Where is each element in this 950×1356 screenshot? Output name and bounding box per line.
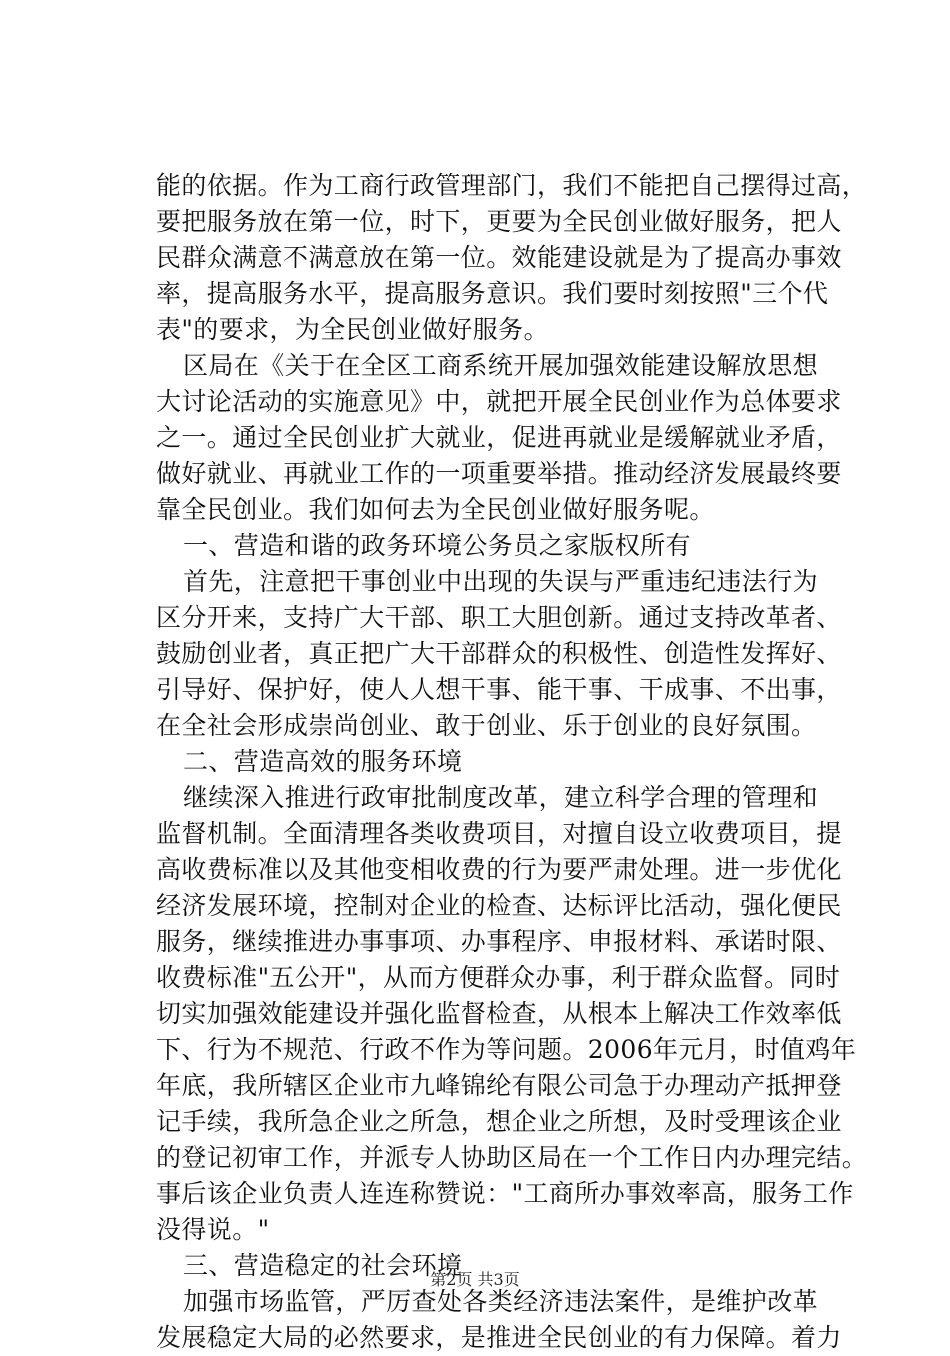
paragraph-start-line: 继续深入推进行政审批制度改革，建立科学合理的管理和 <box>183 783 819 812</box>
text-line: 靠全民创业。我们如何去为全民创业做好服务呢。 <box>156 495 715 524</box>
text-line: 能的依据。作为工商行政管理部门，我们不能把自己摆得过高， <box>156 171 868 200</box>
section-heading: 二、营造高效的服务环境 <box>183 747 463 776</box>
text-line: 在全社会形成崇尚创业、敢于创业、乐于创业的良好氛围。 <box>156 711 817 740</box>
text-line: 服务，继续推进办事事项、办事程序、申报材料、承诺时限、 <box>156 927 842 956</box>
text-line: 发展稳定大局的必然要求，是推进全民创业的有力保障。着力 <box>156 1323 842 1352</box>
paragraph-start-line: 首先，注意把干事创业中出现的失误与严重违纪违法行为 <box>183 567 819 596</box>
text-line: 之一。通过全民创业扩大就业，促进再就业是缓解就业矛盾， <box>156 423 842 452</box>
text-line: 要把服务放在第一位，时下，更要为全民创业做好服务，把人 <box>156 207 842 236</box>
page-number-footer: 第2页 共3页 <box>430 1270 520 1289</box>
text-line: 的登记初审工作，并派专人协助区局在一个工作日内办理完结。 <box>156 1143 868 1172</box>
text-line: 率，提高服务水平，提高服务意识。我们要时刻按照"三个代 <box>156 279 829 308</box>
text-line: 引导好、保护好，使人人想干事、能干事、干成事、不出事， <box>156 675 842 704</box>
text-line: 做好就业、再就业工作的一项重要举措。推动经济发展最终要 <box>156 459 842 488</box>
text-line: 事后该企业负责人连连称赞说："工商所办事效率高，服务工作 <box>156 1179 854 1208</box>
text-line: 监督机制。全面清理各类收费项目，对擅自设立收费项目，提 <box>156 819 842 848</box>
text-line: 大讨论活动的实施意见》中，就把开展全民创业作为总体要求 <box>156 387 842 416</box>
text-line: 高收费标准以及其他变相收费的行为要严肃处理。进一步优化 <box>156 855 842 884</box>
text-line: 民群众满意不满意放在第一位。效能建设就是为了提高办事效 <box>156 243 842 272</box>
text-line: 记手续，我所急企业之所急，想企业之所想，及时受理该企业 <box>156 1107 842 1136</box>
text-line: 表"的要求，为全民创业做好服务。 <box>156 315 549 344</box>
paragraph-start-line: 加强市场监管，严厉查处各类经济违法案件，是维护改革 <box>183 1287 819 1316</box>
text-line: 区分开来，支持广大干部、职工大胆创新。通过支持改革者、 <box>156 603 842 632</box>
paragraph-start-line: 区局在《关于在全区工商系统开展加强效能建设解放思想 <box>183 351 819 380</box>
text-line: 切实加强效能建设并强化监督检查，从根本上解决工作效率低 <box>156 999 842 1028</box>
text-line: 下、行为不规范、行政不作为等问题。2006年元月，时值鸡年 <box>156 1035 857 1064</box>
text-line: 年底，我所辖区企业市九峰锦纶有限公司急于办理动产抵押登 <box>156 1071 842 1100</box>
text-line: 经济发展环境，控制对企业的检查、达标评比活动，强化便民 <box>156 891 842 920</box>
section-heading: 三、营造稳定的社会环境 <box>183 1251 463 1280</box>
section-heading: 一、营造和谐的政务环境公务员之家版权所有 <box>183 531 692 560</box>
document-body <box>156 168 868 1356</box>
text-line: 鼓励创业者，真正把广大干部群众的积极性、创造性发挥好、 <box>156 639 842 668</box>
text-line: 收费标准"五公开"，从而方便群众办事，利于群众监督。同时 <box>156 963 841 992</box>
text-line: 没得说。" <box>156 1215 270 1244</box>
